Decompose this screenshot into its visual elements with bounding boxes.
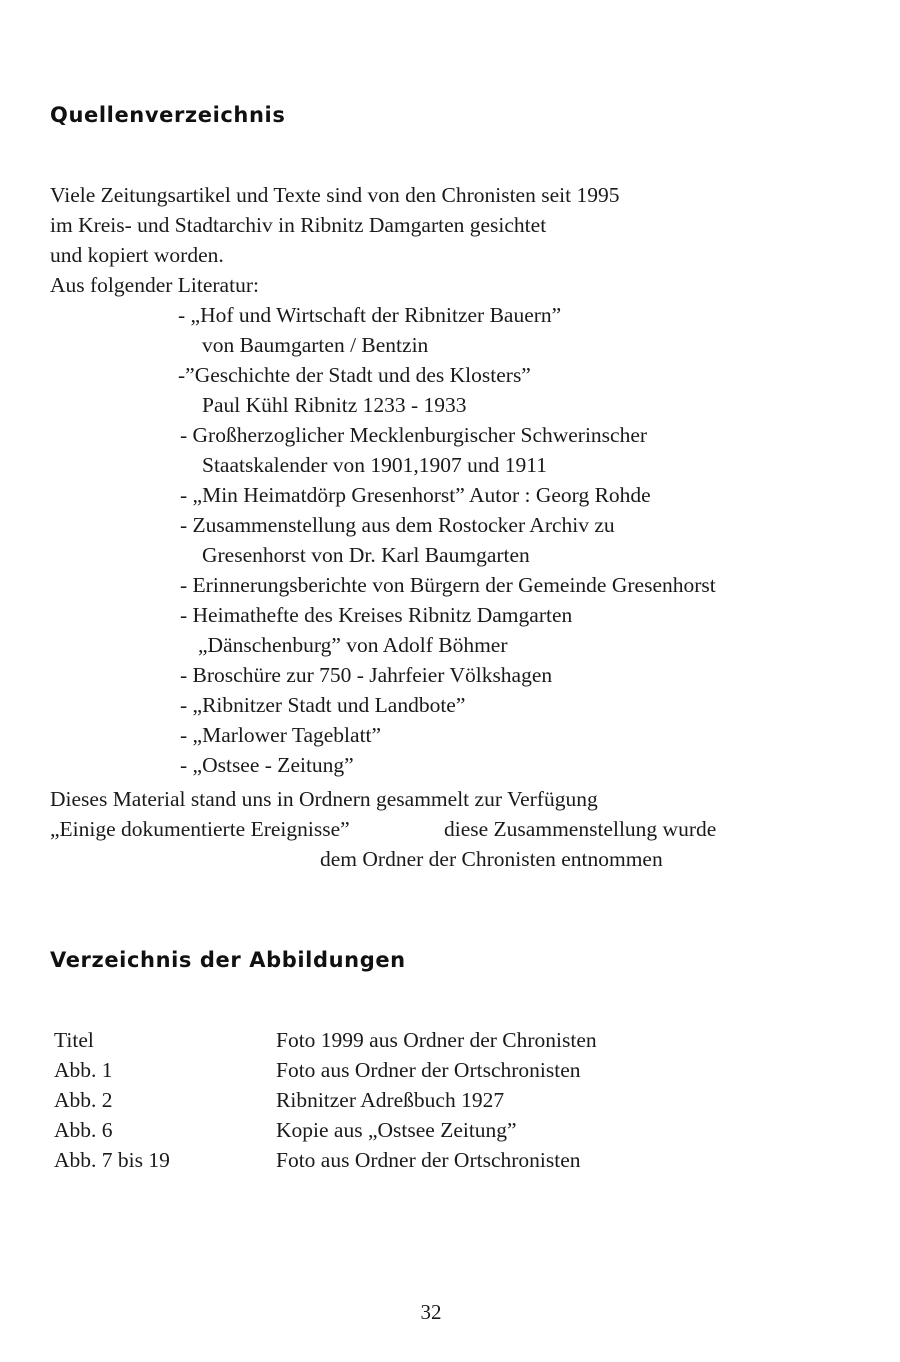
literature-item-detail: Staatskalender von 1901,1907 und 1911 xyxy=(202,453,547,477)
literature-item: -”Geschichte der Stadt und des Klosters” xyxy=(178,363,531,387)
intro-line: im Kreis- und Stadtarchiv in Ribnitz Damgarten gesichtet xyxy=(50,213,547,237)
intro-line: und kopiert worden. xyxy=(50,243,224,267)
literature-item-detail: „Dänschenburg” von Adolf Böhmer xyxy=(198,633,508,657)
intro-line: Viele Zeitungsartikel und Texte sind von den Chronisten seit 1995 xyxy=(50,183,620,207)
intro-line: Aus folgender Literatur: xyxy=(50,273,259,297)
literature-item: - Erinnerungsberichte von Bürgern der Gemeinde Gresenhorst xyxy=(180,573,716,597)
page-number: 32 xyxy=(420,1300,442,1324)
literature-item-detail: Paul Kühl Ribnitz 1233 - 1933 xyxy=(202,393,467,417)
sources-heading: Quellenverzeichnis xyxy=(50,103,286,127)
literature-item: - „Min Heimatdörp Gresenhorst” Autor : Georg Rohde xyxy=(180,483,651,507)
literature-item: - Heimathefte des Kreises Ribnitz Damgarten xyxy=(180,603,573,627)
figure-description: Kopie aus „Ostsee Zeitung” xyxy=(276,1118,517,1142)
figure-description: Foto 1999 aus Ordner der Chronisten xyxy=(276,1028,597,1052)
figure-description: Ribnitzer Adreßbuch 1927 xyxy=(276,1088,505,1112)
figure-description: Foto aus Ordner der Ortschronisten xyxy=(276,1148,581,1172)
closing-line: Dieses Material stand uns in Ordnern gesammelt zur Verfügung xyxy=(50,787,598,811)
closing-line: „Einige dokumentierte Ereignisse” xyxy=(50,817,350,841)
figure-label: Titel xyxy=(54,1028,94,1052)
literature-item: - Broschüre zur 750 - Jahrfeier Völkshagen xyxy=(180,663,553,687)
figures-heading: Verzeichnis der Abbildungen xyxy=(50,948,406,972)
closing-line: diese Zusammenstellung wurde xyxy=(444,817,717,841)
figure-label: Abb. 6 xyxy=(54,1118,113,1142)
closing-line: dem Ordner der Chronisten entnommen xyxy=(320,847,663,871)
figure-label: Abb. 1 xyxy=(54,1058,113,1082)
literature-item: - „Marlower Tageblatt” xyxy=(180,723,382,747)
figure-label: Abb. 7 bis 19 xyxy=(54,1148,170,1172)
literature-item: - Zusammenstellung aus dem Rostocker Archiv zu xyxy=(180,513,615,537)
literature-item-detail: Gresenhorst von Dr. Karl Baumgarten xyxy=(202,543,530,567)
literature-item-detail: von Baumgarten / Bentzin xyxy=(202,333,429,357)
literature-item: - „Hof und Wirtschaft der Ribnitzer Bauern” xyxy=(178,303,562,327)
literature-item: - Großherzoglicher Mecklenburgischer Schwerinscher xyxy=(180,423,648,447)
figure-label: Abb. 2 xyxy=(54,1088,113,1112)
literature-item: - „Ostsee - Zeitung” xyxy=(180,753,354,777)
literature-item: - „Ribnitzer Stadt und Landbote” xyxy=(180,693,466,717)
figure-description: Foto aus Ordner der Ortschronisten xyxy=(276,1058,581,1082)
